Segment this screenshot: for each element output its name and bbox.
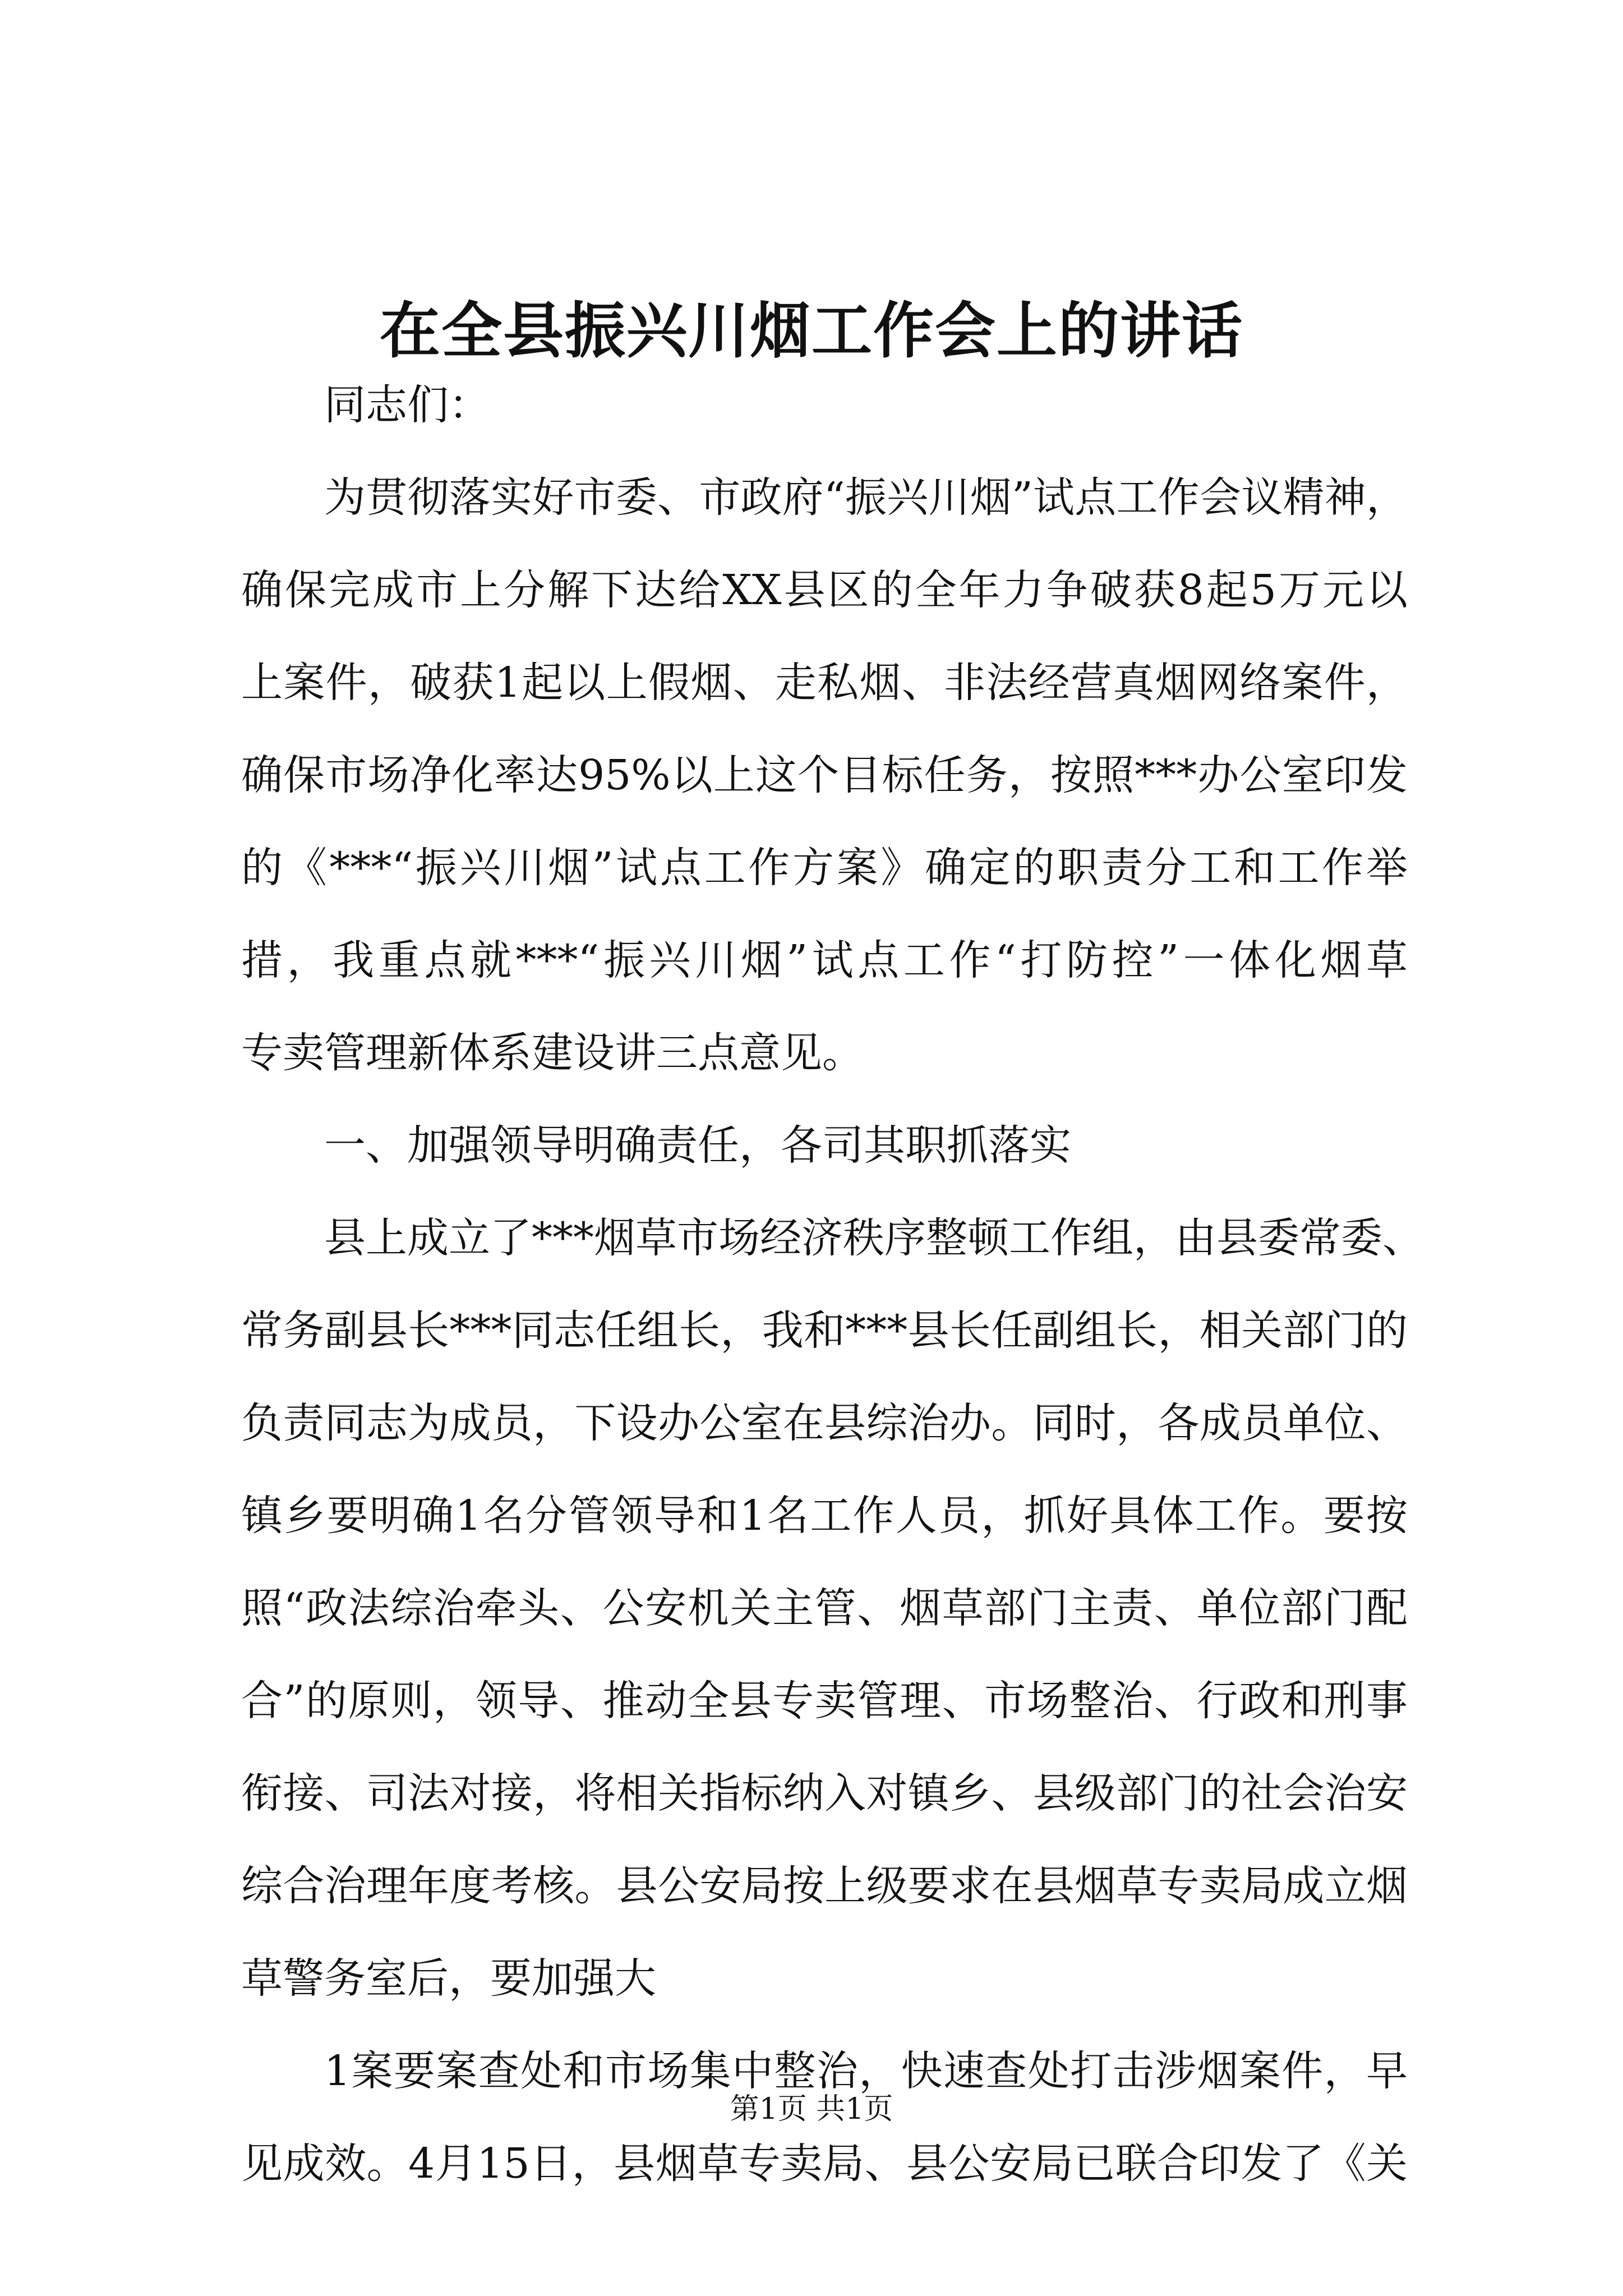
text-line: 负责同志为成员，下设办公室在县综治办。同时，各成员单位、 [241, 1399, 1408, 1447]
text-line: 的《***“振兴川烟”试点工作方案》确定的职责分工和工作举 [241, 844, 1408, 892]
text-line: 镇乡要明确1名分管领导和1名工作人员，抓好具体工作。要按 [241, 1492, 1408, 1540]
text-line: 为贯彻落实好市委、市政府“振兴川烟”试点工作会议精神， [324, 473, 1408, 522]
text-line: 综合治理年度考核。县公安局按上级要求在县烟草专卖局成立烟 [241, 1862, 1408, 1910]
text-line: 照“政法综治牵头、公安机关主管、烟草部门主责、单位部门配 [241, 1584, 1408, 1632]
document-title: 在全县振兴川烟工作会上的讲话 [379, 296, 1243, 366]
text-line: 草警务室后，要加强大 [241, 1954, 656, 2003]
page-footer: 第1页 共1页 [730, 2092, 893, 2126]
body-paragraph [241, 1192, 1424, 2025]
text-line: 常务副县长***同志任组长，我和***县长任副组长，相关部门的 [241, 1306, 1408, 1355]
text-line: 县上成立了***烟草市场经济秩序整顿工作组，由县委常委、 [324, 1214, 1424, 1262]
text-line: 确保完成市上分解下达给XX县区的全年力争破获8起5万元以 [241, 566, 1408, 614]
text-line: 措，我重点就***“振兴川烟”试点工作“打防控”一体化烟草 [241, 936, 1408, 984]
text-line: 专卖管理新体系建设讲三点意见。 [241, 1029, 864, 1077]
text-line: 衔接、司法对接，将相关指标纳入对镇乡、县级部门的社会治安 [241, 1769, 1408, 1818]
text-line: 同志们： [324, 381, 490, 429]
salutation-paragraph [241, 359, 1408, 452]
document-body [241, 359, 1424, 2210]
section-heading [241, 1099, 1408, 1192]
text-line: 1案要案查处和市场集中整治，快速查处打击涉烟案件，早 [324, 2047, 1408, 2095]
text-line: 合”的原则，领导、推动全县专卖管理、市场整治、行政和刑事 [241, 1677, 1408, 1725]
intro-paragraph [241, 452, 1408, 1099]
text-line: 确保市场净化率达95%以上这个目标任务，按照***办公室印发 [241, 751, 1408, 799]
text-line: 见成效。4月15日，县烟草专卖局、县公安局已联合印发了《关 [241, 2139, 1408, 2188]
text-line: 一、加强领导明确责任，各司其职抓落实 [324, 1121, 1071, 1170]
text-line: 上案件，破获1起以上假烟、走私烟、非法经营真烟网络案件， [241, 659, 1408, 707]
